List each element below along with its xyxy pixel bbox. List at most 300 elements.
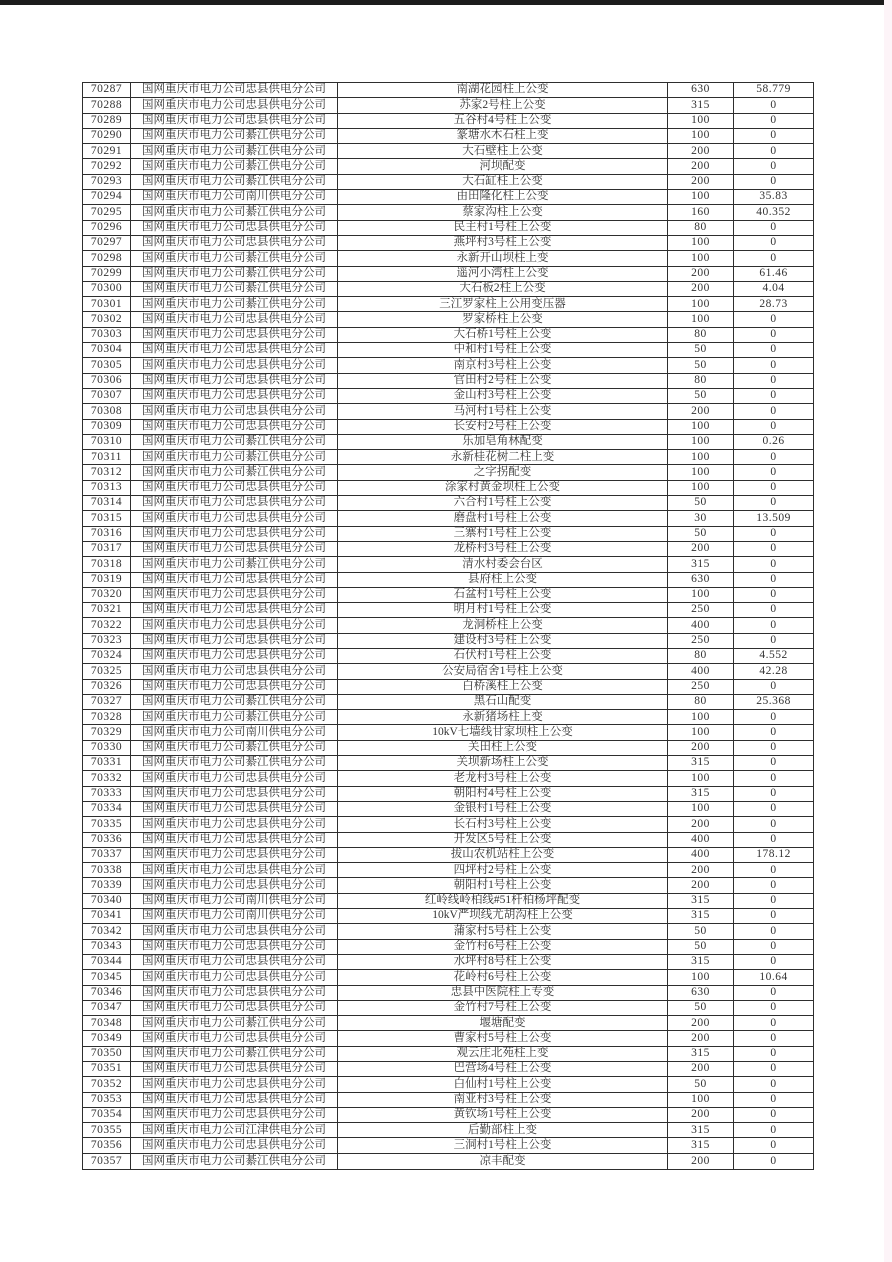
capacity-cell: 315	[668, 909, 734, 924]
device-name-cell: 县府柱上公变	[338, 572, 668, 587]
capacity-cell: 250	[668, 679, 734, 694]
row-id-cell: 70329	[83, 725, 131, 740]
table-row	[83, 1016, 814, 1031]
table-row	[83, 343, 814, 358]
table-row	[83, 297, 814, 312]
value-cell: 4.04	[734, 281, 814, 296]
value-cell: 0	[734, 388, 814, 403]
company-cell: 国网重庆市电力公司忠县供电分公司	[131, 358, 338, 373]
device-name-cell: 磨盘村1号柱上公变	[338, 511, 668, 526]
device-name-cell: 三江罗家柱上公用变压器	[338, 297, 668, 312]
device-name-cell: 南京村3号柱上公变	[338, 358, 668, 373]
company-cell: 国网重庆市电力公司忠县供电分公司	[131, 1062, 338, 1077]
value-cell: 0	[734, 1077, 814, 1092]
company-cell: 国网重庆市电力公司忠县供电分公司	[131, 419, 338, 434]
table-row	[83, 572, 814, 587]
device-name-cell: 之字拐配变	[338, 465, 668, 480]
capacity-cell: 100	[668, 450, 734, 465]
capacity-cell: 100	[668, 190, 734, 205]
company-cell: 国网重庆市电力公司忠县供电分公司	[131, 618, 338, 633]
capacity-cell: 50	[668, 358, 734, 373]
capacity-cell: 630	[668, 83, 734, 98]
table-row	[83, 740, 814, 755]
table-row	[83, 939, 814, 954]
row-id-cell: 70315	[83, 511, 131, 526]
capacity-cell: 100	[668, 465, 734, 480]
table-row	[83, 98, 814, 113]
capacity-cell: 200	[668, 740, 734, 755]
company-cell: 国网重庆市电力公司忠县供电分公司	[131, 633, 338, 648]
row-id-cell: 70313	[83, 480, 131, 495]
value-cell: 0	[734, 404, 814, 419]
device-name-cell: 乐加皂角林配变	[338, 434, 668, 449]
company-cell: 国网重庆市电力公司綦江供电分公司	[131, 1016, 338, 1031]
company-cell: 国网重庆市电力公司忠县供电分公司	[131, 1031, 338, 1046]
capacity-cell: 50	[668, 1000, 734, 1015]
device-name-cell: 石盆村1号柱上公变	[338, 587, 668, 602]
value-cell: 0	[734, 1123, 814, 1138]
table-row	[83, 603, 814, 618]
value-cell: 0	[734, 312, 814, 327]
value-cell: 0	[734, 679, 814, 694]
value-cell: 0	[734, 343, 814, 358]
device-name-cell: 中和村1号柱上公变	[338, 343, 668, 358]
device-name-cell: 朝阳村1号柱上公变	[338, 878, 668, 893]
company-cell: 国网重庆市电力公司綦江供电分公司	[131, 694, 338, 709]
value-cell: 0	[734, 832, 814, 847]
device-name-cell: 花岭村6号柱上公变	[338, 970, 668, 985]
capacity-cell: 50	[668, 388, 734, 403]
row-id-cell: 70334	[83, 801, 131, 816]
row-id-cell: 70300	[83, 281, 131, 296]
value-cell: 0	[734, 327, 814, 342]
row-id-cell: 70348	[83, 1016, 131, 1031]
value-cell: 0	[734, 496, 814, 511]
row-id-cell: 70307	[83, 388, 131, 403]
company-cell: 国网重庆市电力公司忠县供电分公司	[131, 1138, 338, 1153]
capacity-cell: 50	[668, 526, 734, 541]
capacity-cell: 200	[668, 281, 734, 296]
company-cell: 国网重庆市电力公司南川供电分公司	[131, 909, 338, 924]
device-name-cell: 五谷村4号柱上公变	[338, 113, 668, 128]
capacity-cell: 200	[668, 817, 734, 832]
table-row	[83, 909, 814, 924]
row-id-cell: 70331	[83, 756, 131, 771]
device-name-cell: 涂家村黄金坝柱上公变	[338, 480, 668, 495]
capacity-cell: 200	[668, 404, 734, 419]
table-row	[83, 1138, 814, 1153]
capacity-cell: 100	[668, 710, 734, 725]
value-cell: 0	[734, 878, 814, 893]
capacity-cell: 100	[668, 725, 734, 740]
capacity-cell: 200	[668, 878, 734, 893]
table-row	[83, 128, 814, 143]
device-name-cell: 10kV严坝线尤胡沟柱上公变	[338, 909, 668, 924]
table-row	[83, 679, 814, 694]
capacity-cell: 100	[668, 251, 734, 266]
row-id-cell: 70295	[83, 205, 131, 220]
company-cell: 国网重庆市电力公司綦江供电分公司	[131, 1046, 338, 1061]
table-row	[83, 235, 814, 250]
capacity-cell: 100	[668, 1092, 734, 1107]
row-id-cell: 70309	[83, 419, 131, 434]
row-id-cell: 70288	[83, 98, 131, 113]
device-name-cell: 石伏村1号柱上公变	[338, 648, 668, 663]
capacity-cell: 200	[668, 174, 734, 189]
value-cell: 0	[734, 985, 814, 1000]
device-name-cell: 大石板2柱上公变	[338, 281, 668, 296]
company-cell: 国网重庆市电力公司綦江供电分公司	[131, 174, 338, 189]
table-row	[83, 526, 814, 541]
capacity-cell: 200	[668, 541, 734, 556]
company-cell: 国网重庆市电力公司綦江供电分公司	[131, 710, 338, 725]
company-cell: 国网重庆市电力公司綦江供电分公司	[131, 144, 338, 159]
row-id-cell: 70317	[83, 541, 131, 556]
row-id-cell: 70291	[83, 144, 131, 159]
device-name-cell: 老龙村3号柱上公变	[338, 771, 668, 786]
device-name-cell: 永新开山坝柱上变	[338, 251, 668, 266]
table-row	[83, 159, 814, 174]
row-id-cell: 70292	[83, 159, 131, 174]
table-row	[83, 587, 814, 602]
value-cell: 0	[734, 98, 814, 113]
device-name-cell: 堰塘配变	[338, 1016, 668, 1031]
capacity-cell: 80	[668, 220, 734, 235]
table-row	[83, 832, 814, 847]
capacity-cell: 315	[668, 1046, 734, 1061]
table-row	[83, 266, 814, 281]
capacity-cell: 100	[668, 113, 734, 128]
capacity-cell: 315	[668, 756, 734, 771]
company-cell: 国网重庆市电力公司南川供电分公司	[131, 190, 338, 205]
value-cell: 0	[734, 235, 814, 250]
page-top-edge-bar	[0, 0, 884, 5]
device-name-cell: 后勤部柱上变	[338, 1123, 668, 1138]
company-cell: 国网重庆市电力公司忠县供电分公司	[131, 480, 338, 495]
capacity-cell: 200	[668, 1062, 734, 1077]
row-id-cell: 70355	[83, 1123, 131, 1138]
table-row	[83, 817, 814, 832]
value-cell: 0	[734, 419, 814, 434]
company-cell: 国网重庆市电力公司忠县供电分公司	[131, 878, 338, 893]
device-name-cell: 红岭线岭柏线#51杆柏杨坪配变	[338, 893, 668, 908]
capacity-cell: 315	[668, 557, 734, 572]
company-cell: 国网重庆市电力公司忠县供电分公司	[131, 327, 338, 342]
device-name-cell: 罗家桥柱上公变	[338, 312, 668, 327]
table-row	[83, 419, 814, 434]
company-cell: 国网重庆市电力公司綦江供电分公司	[131, 740, 338, 755]
capacity-cell: 100	[668, 235, 734, 250]
row-id-cell: 70330	[83, 740, 131, 755]
capacity-cell: 100	[668, 419, 734, 434]
device-name-cell: 南湖花园柱上公变	[338, 83, 668, 98]
company-cell: 国网重庆市电力公司忠县供电分公司	[131, 954, 338, 969]
capacity-cell: 200	[668, 144, 734, 159]
table-row	[83, 251, 814, 266]
row-id-cell: 70346	[83, 985, 131, 1000]
company-cell: 国网重庆市电力公司綦江供电分公司	[131, 450, 338, 465]
row-id-cell: 70316	[83, 526, 131, 541]
row-id-cell: 70305	[83, 358, 131, 373]
device-name-cell: 水坪村8号柱上公变	[338, 954, 668, 969]
row-id-cell: 70323	[83, 633, 131, 648]
value-cell: 0	[734, 1153, 814, 1169]
capacity-cell: 100	[668, 587, 734, 602]
row-id-cell: 70311	[83, 450, 131, 465]
capacity-cell: 100	[668, 801, 734, 816]
table-row	[83, 174, 814, 189]
device-name-cell: 三洞村1号柱上公变	[338, 1138, 668, 1153]
company-cell: 国网重庆市电力公司綦江供电分公司	[131, 434, 338, 449]
row-id-cell: 70294	[83, 190, 131, 205]
table-row	[83, 1031, 814, 1046]
table-row	[83, 1123, 814, 1138]
company-cell: 国网重庆市电力公司綦江供电分公司	[131, 281, 338, 296]
row-id-cell: 70321	[83, 603, 131, 618]
device-name-cell: 长安村2号柱上公变	[338, 419, 668, 434]
table-row	[83, 83, 814, 98]
device-name-cell: 10kV七墙线甘家坝柱上公变	[338, 725, 668, 740]
device-name-cell: 燕坪村3号柱上公变	[338, 235, 668, 250]
value-cell: 0	[734, 526, 814, 541]
capacity-cell: 200	[668, 266, 734, 281]
row-id-cell: 70326	[83, 679, 131, 694]
row-id-cell: 70347	[83, 1000, 131, 1015]
row-id-cell: 70325	[83, 664, 131, 679]
capacity-cell: 100	[668, 970, 734, 985]
row-id-cell: 70304	[83, 343, 131, 358]
row-id-cell: 70318	[83, 557, 131, 572]
row-id-cell: 70333	[83, 786, 131, 801]
value-cell: 40.352	[734, 205, 814, 220]
capacity-cell: 80	[668, 373, 734, 388]
value-cell: 0	[734, 465, 814, 480]
value-cell: 0	[734, 373, 814, 388]
device-name-cell: 三寨村1号柱上公变	[338, 526, 668, 541]
table-row	[83, 358, 814, 373]
company-cell: 国网重庆市电力公司忠县供电分公司	[131, 847, 338, 862]
value-cell: 42.28	[734, 664, 814, 679]
device-name-cell: 由田隆化柱上公变	[338, 190, 668, 205]
row-id-cell: 70289	[83, 113, 131, 128]
value-cell: 0	[734, 1092, 814, 1107]
device-name-cell: 公安局宿舍1号柱上公变	[338, 664, 668, 679]
row-id-cell: 70319	[83, 572, 131, 587]
value-cell: 178.12	[734, 847, 814, 862]
value-cell: 0	[734, 618, 814, 633]
row-id-cell: 70287	[83, 83, 131, 98]
table-row	[83, 281, 814, 296]
device-name-cell: 蔡家沟柱上公变	[338, 205, 668, 220]
device-name-cell: 明月村1号柱上公变	[338, 603, 668, 618]
table-row	[83, 985, 814, 1000]
company-cell: 国网重庆市电力公司忠县供电分公司	[131, 603, 338, 618]
value-cell: 0	[734, 1031, 814, 1046]
company-cell: 国网重庆市电力公司忠县供电分公司	[131, 404, 338, 419]
value-cell: 0	[734, 771, 814, 786]
row-id-cell: 70356	[83, 1138, 131, 1153]
company-cell: 国网重庆市电力公司南川供电分公司	[131, 893, 338, 908]
row-id-cell: 70353	[83, 1092, 131, 1107]
capacity-cell: 160	[668, 205, 734, 220]
value-cell: 0	[734, 603, 814, 618]
capacity-cell: 250	[668, 603, 734, 618]
company-cell: 国网重庆市电力公司忠县供电分公司	[131, 939, 338, 954]
device-name-cell: 白桥溪柱上公变	[338, 679, 668, 694]
company-cell: 国网重庆市电力公司忠县供电分公司	[131, 541, 338, 556]
table-row	[83, 312, 814, 327]
device-name-cell: 马河村1号柱上公变	[338, 404, 668, 419]
row-id-cell: 70349	[83, 1031, 131, 1046]
table-row	[83, 954, 814, 969]
row-id-cell: 70296	[83, 220, 131, 235]
company-cell: 国网重庆市电力公司忠县供电分公司	[131, 312, 338, 327]
device-name-cell: 白仙村1号柱上公变	[338, 1077, 668, 1092]
table-body	[83, 83, 814, 1170]
transformer-table	[82, 82, 814, 1170]
row-id-cell: 70335	[83, 817, 131, 832]
value-cell: 0	[734, 159, 814, 174]
value-cell: 0	[734, 909, 814, 924]
company-cell: 国网重庆市电力公司綦江供电分公司	[131, 465, 338, 480]
table-row	[83, 404, 814, 419]
row-id-cell: 70337	[83, 847, 131, 862]
value-cell: 0	[734, 220, 814, 235]
table-row	[83, 511, 814, 526]
value-cell: 0	[734, 1000, 814, 1015]
row-id-cell: 70328	[83, 710, 131, 725]
capacity-cell: 80	[668, 327, 734, 342]
company-cell: 国网重庆市电力公司忠县供电分公司	[131, 1092, 338, 1107]
company-cell: 国网重庆市电力公司忠县供电分公司	[131, 511, 338, 526]
table-row	[83, 1153, 814, 1169]
capacity-cell: 315	[668, 893, 734, 908]
row-id-cell: 70298	[83, 251, 131, 266]
device-name-cell: 黑石山配变	[338, 694, 668, 709]
row-id-cell: 70338	[83, 863, 131, 878]
capacity-cell: 200	[668, 1016, 734, 1031]
capacity-cell: 400	[668, 847, 734, 862]
device-name-cell: 四坪村2号柱上公变	[338, 863, 668, 878]
company-cell: 国网重庆市电力公司忠县供电分公司	[131, 496, 338, 511]
device-name-cell: 遥河小湾柱上公变	[338, 266, 668, 281]
capacity-cell: 630	[668, 572, 734, 587]
value-cell: 0	[734, 1046, 814, 1061]
device-name-cell: 金竹村6号柱上公变	[338, 939, 668, 954]
table-row	[83, 633, 814, 648]
row-id-cell: 70299	[83, 266, 131, 281]
value-cell: 0	[734, 939, 814, 954]
device-name-cell: 六合村1号柱上公变	[338, 496, 668, 511]
value-cell: 13.509	[734, 511, 814, 526]
capacity-cell: 100	[668, 434, 734, 449]
value-cell: 0	[734, 557, 814, 572]
table-row	[83, 557, 814, 572]
row-id-cell: 70342	[83, 924, 131, 939]
company-cell: 国网重庆市电力公司忠县供电分公司	[131, 771, 338, 786]
row-id-cell: 70310	[83, 434, 131, 449]
table-row	[83, 1092, 814, 1107]
table-row	[83, 847, 814, 862]
value-cell: 0	[734, 924, 814, 939]
value-cell: 0	[734, 801, 814, 816]
device-name-cell: 清水村委会台区	[338, 557, 668, 572]
value-cell: 0	[734, 725, 814, 740]
value-cell: 0	[734, 710, 814, 725]
capacity-cell: 315	[668, 98, 734, 113]
device-name-cell: 金山村3号柱上公变	[338, 388, 668, 403]
table-row	[83, 144, 814, 159]
capacity-cell: 315	[668, 1123, 734, 1138]
company-cell: 国网重庆市电力公司忠县供电分公司	[131, 1077, 338, 1092]
table-row	[83, 113, 814, 128]
table-row	[83, 694, 814, 709]
value-cell: 0	[734, 786, 814, 801]
value-cell: 0	[734, 251, 814, 266]
value-cell: 4.552	[734, 648, 814, 663]
company-cell: 国网重庆市电力公司忠县供电分公司	[131, 113, 338, 128]
capacity-cell: 100	[668, 128, 734, 143]
device-name-cell: 大石壁柱上公变	[338, 144, 668, 159]
company-cell: 国网重庆市电力公司忠县供电分公司	[131, 832, 338, 847]
device-name-cell: 苏家2号柱上公变	[338, 98, 668, 113]
value-cell: 0	[734, 893, 814, 908]
device-name-cell: 蒲家村5号柱上公变	[338, 924, 668, 939]
company-cell: 国网重庆市电力公司忠县供电分公司	[131, 817, 338, 832]
device-name-cell: 朝阳村4号柱上公变	[338, 786, 668, 801]
company-cell: 国网重庆市电力公司忠县供电分公司	[131, 83, 338, 98]
table-row	[83, 878, 814, 893]
capacity-cell: 50	[668, 343, 734, 358]
table-row	[83, 1000, 814, 1015]
table-row	[83, 480, 814, 495]
device-name-cell: 凉丰配变	[338, 1153, 668, 1169]
company-cell: 国网重庆市电力公司忠县供电分公司	[131, 863, 338, 878]
value-cell: 0	[734, 954, 814, 969]
company-cell: 国网重庆市电力公司忠县供电分公司	[131, 235, 338, 250]
company-cell: 国网重庆市电力公司南川供电分公司	[131, 725, 338, 740]
row-id-cell: 70293	[83, 174, 131, 189]
value-cell: 0	[734, 572, 814, 587]
capacity-cell: 80	[668, 648, 734, 663]
row-id-cell: 70344	[83, 954, 131, 969]
row-id-cell: 70341	[83, 909, 131, 924]
value-cell: 0.26	[734, 434, 814, 449]
company-cell: 国网重庆市电力公司綦江供电分公司	[131, 159, 338, 174]
device-name-cell: 永新桂花树二柱上变	[338, 450, 668, 465]
value-cell: 0	[734, 633, 814, 648]
value-cell: 0	[734, 1107, 814, 1122]
table-row	[83, 618, 814, 633]
value-cell: 0	[734, 541, 814, 556]
device-name-cell: 永新猪场柱上变	[338, 710, 668, 725]
company-cell: 国网重庆市电力公司忠县供电分公司	[131, 801, 338, 816]
table-row	[83, 893, 814, 908]
value-cell: 0	[734, 1016, 814, 1031]
device-name-cell: 关坝新场柱上公变	[338, 756, 668, 771]
capacity-cell: 250	[668, 633, 734, 648]
company-cell: 国网重庆市电力公司綦江供电分公司	[131, 205, 338, 220]
table-row	[83, 190, 814, 205]
row-id-cell: 70336	[83, 832, 131, 847]
company-cell: 国网重庆市电力公司江津供电分公司	[131, 1123, 338, 1138]
device-name-cell: 大石桥1号柱上公变	[338, 327, 668, 342]
value-cell: 25.368	[734, 694, 814, 709]
value-cell: 0	[734, 587, 814, 602]
value-cell: 0	[734, 480, 814, 495]
company-cell: 国网重庆市电力公司綦江供电分公司	[131, 266, 338, 281]
device-name-cell: 南亚村3号柱上公变	[338, 1092, 668, 1107]
